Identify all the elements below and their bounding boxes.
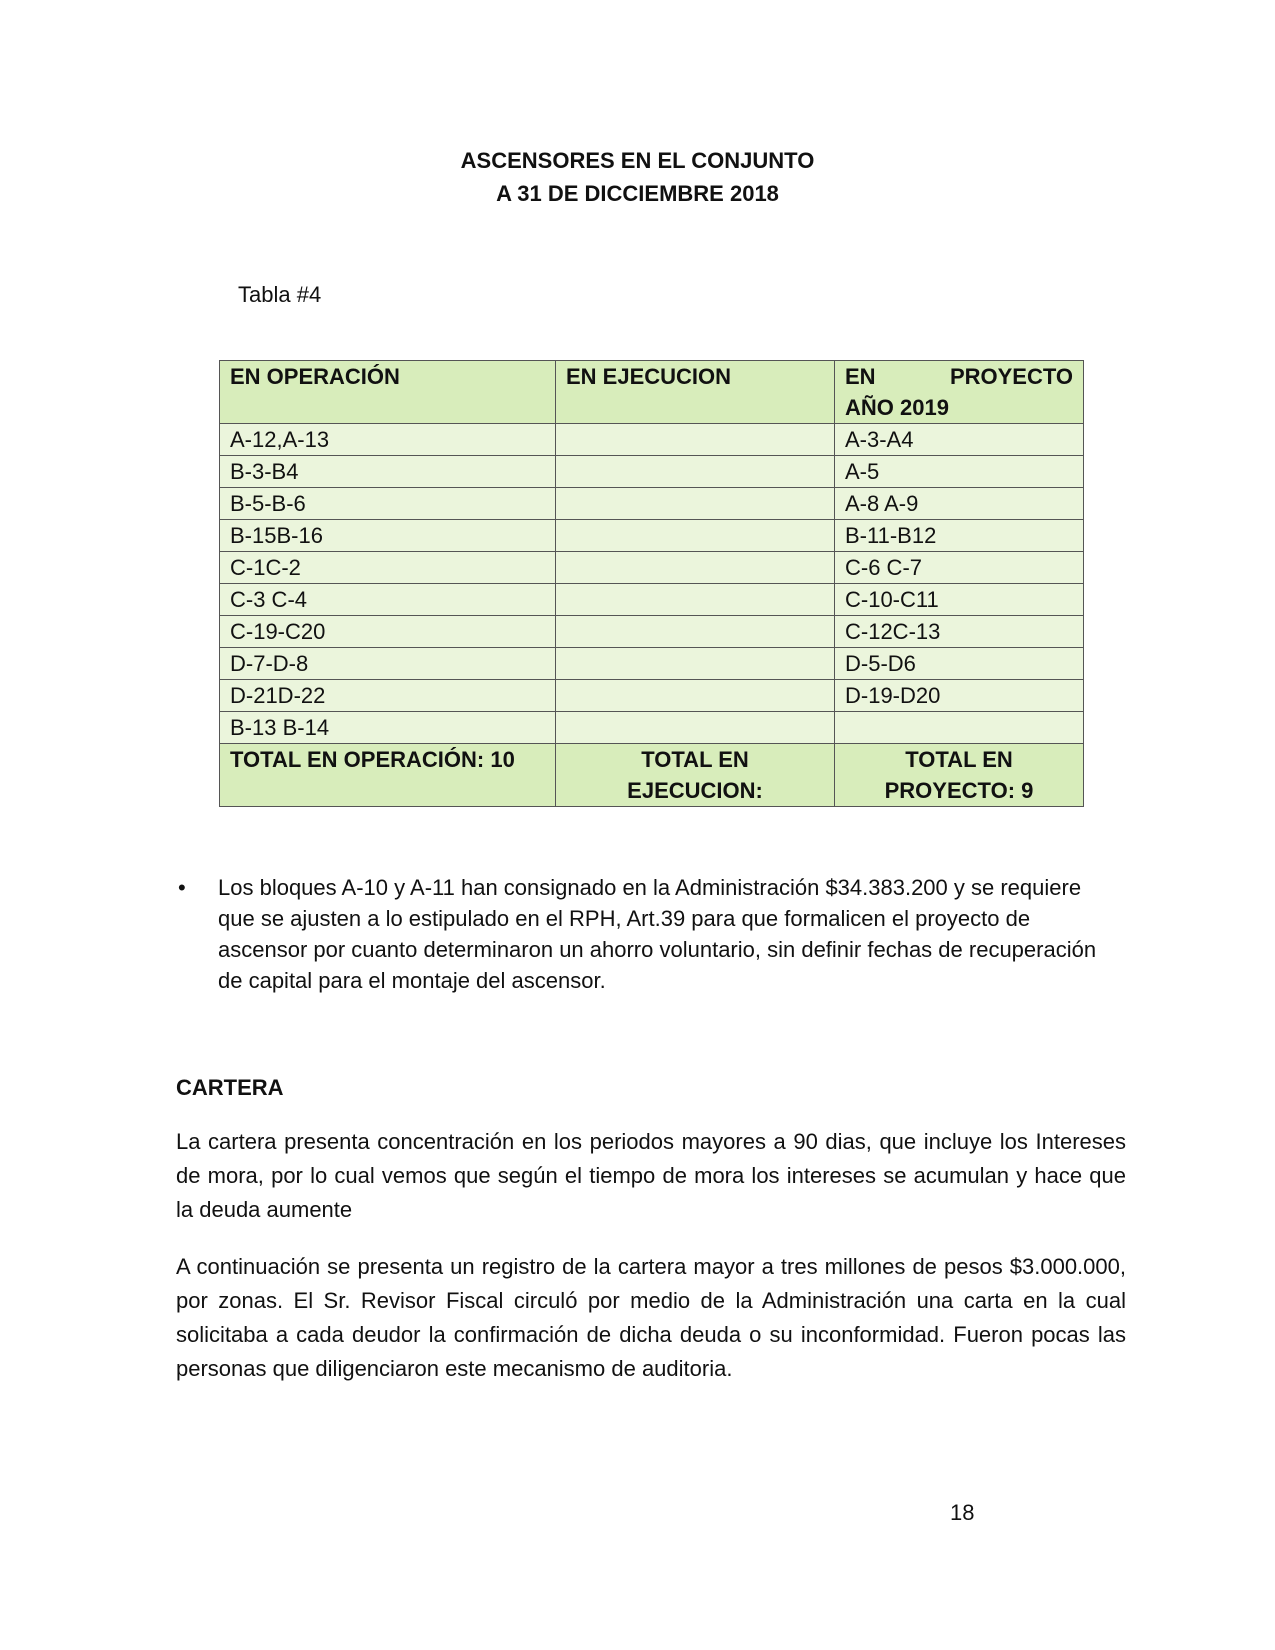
cell-ejecucion xyxy=(556,424,835,456)
table-row xyxy=(220,584,1084,616)
cell-operacion: C-1C-2 xyxy=(220,552,556,584)
cell-ejecucion xyxy=(556,648,835,680)
cell-operacion: B-15B-16 xyxy=(220,520,556,552)
table-row xyxy=(220,424,1084,456)
table-row xyxy=(220,648,1084,680)
cell-operacion: C-19-C20 xyxy=(220,616,556,648)
header-en-proyecto-year: AÑO 2019 xyxy=(845,395,949,420)
total-proyecto-line1: TOTAL EN xyxy=(905,747,1013,772)
total-proyecto-line2: PROYECTO: 9 xyxy=(884,778,1034,803)
table-header-row xyxy=(220,361,1084,424)
table-row xyxy=(220,488,1084,520)
table-row xyxy=(220,552,1084,584)
table-row xyxy=(220,616,1084,648)
cell-ejecucion xyxy=(556,616,835,648)
cell-proyecto: C-10-C11 xyxy=(835,584,1084,616)
header-en-operacion: EN OPERACIÓN xyxy=(220,361,556,424)
header-en-proyecto-word1: EN xyxy=(845,364,876,389)
table-caption: Tabla #4 xyxy=(238,282,322,307)
table-row xyxy=(220,712,1084,744)
cell-ejecucion xyxy=(556,680,835,712)
cell-ejecucion xyxy=(556,520,835,552)
table-row xyxy=(220,680,1084,712)
header-en-proyecto-word2: PROYECTO xyxy=(949,364,1073,389)
cell-ejecucion xyxy=(556,488,835,520)
bullet-text: Los bloques A-10 y A-11 han consignado en la Administración $34.383.200 y se requiere que se ajusten a lo estipulado en el RPH, Art.39 para que formalicen el proyecto de ascensor por cuanto determinaron un ahorro voluntario, sin definir fechas de recuperación de capital para el montaje del ascensor. xyxy=(218,875,1097,993)
table-row xyxy=(220,456,1084,488)
cell-proyecto: D-19-D20 xyxy=(835,680,1084,712)
header-en-proyecto xyxy=(835,361,1084,424)
cell-ejecucion xyxy=(556,552,835,584)
cell-operacion: D-21D-22 xyxy=(220,680,556,712)
paragraph-1: La cartera presenta concentración en los periodos mayores a 90 dias, que incluye los Intereses de mora, por lo cual vemos que según el tiempo de mora los intereses se acumulan y hace que la deuda aumente xyxy=(176,1129,1126,1222)
cell-ejecucion xyxy=(556,712,835,744)
cell-operacion: C-3 C-4 xyxy=(220,584,556,616)
header-en-ejecucion: EN EJECUCION xyxy=(556,361,835,424)
page-title-line-2: A 31 DE DICCIEMBRE 2018 xyxy=(496,181,779,206)
total-proyecto xyxy=(835,744,1084,807)
cell-proyecto: A-3-A4 xyxy=(835,424,1084,456)
cell-ejecucion xyxy=(556,584,835,616)
cell-proyecto: B-11-B12 xyxy=(835,520,1084,552)
total-ejecucion xyxy=(556,744,835,807)
bullet-marker: • xyxy=(178,875,186,900)
cell-ejecucion xyxy=(556,456,835,488)
cell-proyecto: C-6 C-7 xyxy=(835,552,1084,584)
cell-proyecto: A-8 A-9 xyxy=(835,488,1084,520)
total-operacion: TOTAL EN OPERACIÓN: 10 xyxy=(220,744,556,807)
cell-operacion: B-3-B4 xyxy=(220,456,556,488)
cell-proyecto: A-5 xyxy=(835,456,1084,488)
elevators-table xyxy=(219,360,1084,807)
cell-operacion: B-5-B-6 xyxy=(220,488,556,520)
cell-proyecto: D-5-D6 xyxy=(835,648,1084,680)
cell-operacion: A-12,A-13 xyxy=(220,424,556,456)
section-heading-cartera: CARTERA xyxy=(176,1075,284,1100)
cell-operacion: B-13 B-14 xyxy=(220,712,556,744)
cell-operacion: D-7-D-8 xyxy=(220,648,556,680)
total-ejecucion-line2: EJECUCION: xyxy=(627,778,763,803)
page-title-line-1: ASCENSORES EN EL CONJUNTO xyxy=(460,148,815,173)
paragraph-2: A continuación se presenta un registro de la cartera mayor a tres millones de pesos $3.000.000, por zonas. El Sr. Revisor Fiscal circuló por medio de la Administración una carta en la cual solicitaba a cada deudor la confirmación de dicha deuda o su inconformidad. Fueron pocas las personas que diligenciaron este mecanismo de auditoria. xyxy=(176,1254,1126,1381)
cell-proyecto: C-12C-13 xyxy=(835,616,1084,648)
page-number: 18 xyxy=(950,1500,975,1525)
bullet-item xyxy=(178,872,1098,996)
cell-proyecto xyxy=(835,712,1084,744)
table-totals-row xyxy=(220,744,1084,807)
table-row xyxy=(220,520,1084,552)
total-ejecucion-line1: TOTAL EN xyxy=(641,747,749,772)
